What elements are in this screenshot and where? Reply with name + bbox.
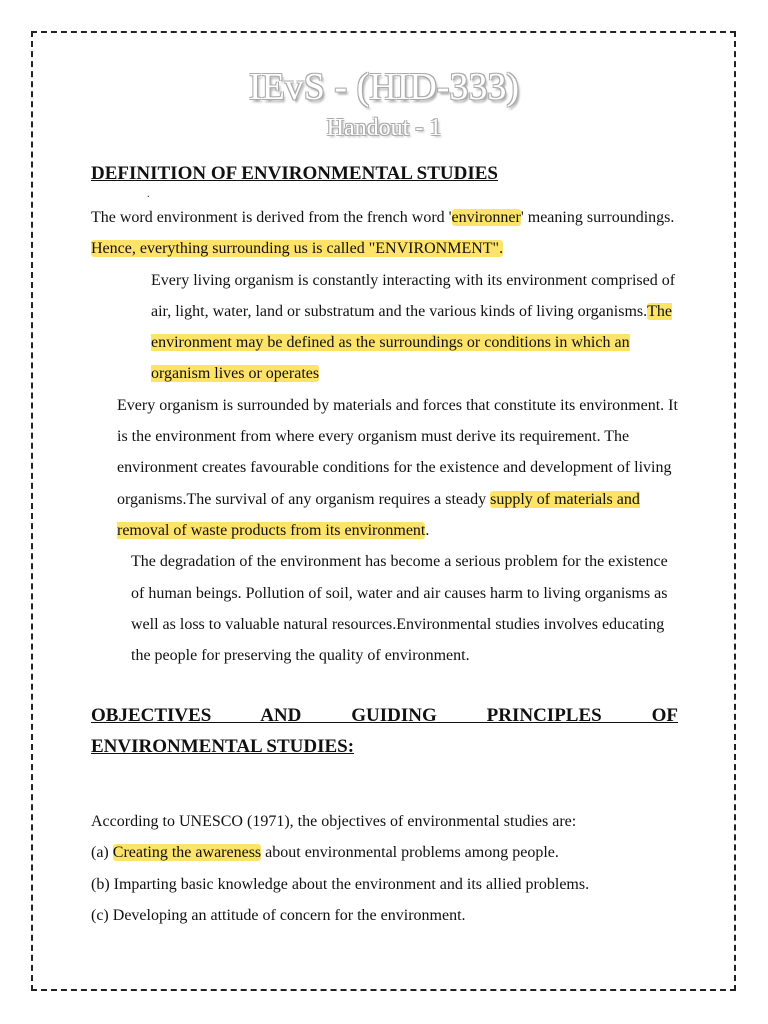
paragraph-1 xyxy=(91,202,679,265)
p2-text: Every living organism is constantly interacting with its environment comprised of air, light, water, land or substratum and the various kinds of living organisms. xyxy=(151,271,676,320)
handout-title: IEvS - (HID-333) xyxy=(248,66,520,108)
stray-dot: . xyxy=(147,189,150,200)
paragraph-2 xyxy=(91,265,679,390)
item-a-rest: about environmental problems among people. xyxy=(261,844,559,862)
objectives-list xyxy=(91,806,679,931)
section-heading-objectives xyxy=(91,700,678,762)
objectives-heading-line-2: ENVIRONMENTAL STUDIES: xyxy=(91,736,355,757)
section-heading-definition: DEFINITION OF ENVIRONMENTAL STUDIES xyxy=(91,163,498,184)
p3-text-end: . xyxy=(425,521,430,539)
paragraph-4: The degradation of the environment has become a serious problem for the existence of human beings. Pollution of soil, water and air causes harm to living organisms as well as loss to valuable natural resources.Environmental studies involves educating the people for preserving the quality of environment. xyxy=(131,553,668,665)
highlight-awareness: Creating the awareness xyxy=(112,844,262,862)
highlight-definition: The environment may be defined as the surroundings or conditions in which an organism lives or operates xyxy=(151,302,672,383)
highlight-environner: environner xyxy=(451,209,521,226)
highlight-everything-surrounding: Hence, everything surrounding us is called "ENVIRONMENT". xyxy=(91,240,504,258)
objective-item-a xyxy=(91,837,679,868)
objective-item-b: (b) Imparting basic knowledge about the environment and its allied problems. xyxy=(91,875,590,893)
item-a-prefix: (a) xyxy=(91,844,113,862)
objectives-heading-line-1: OBJECTIVES AND GUIDING PRINCIPLES OF xyxy=(91,705,678,726)
p3-text: Every organism is surrounded by materials and forces that constitute its environment. It is the environment from where every organism must derive its requirement. The environment creates favourable conditions for the existence and development of living organisms.The survival of any organism requires a steady xyxy=(117,396,678,508)
handout-subtitle: Handout - 1 xyxy=(326,115,442,141)
p1-text-a: The word environment is derived from the french word ' xyxy=(91,209,452,226)
objective-item-c: (c) Developing an attitude of concern for the environment. xyxy=(91,906,466,924)
highlight-supply: supply of materials and removal of waste products from its environment xyxy=(117,490,640,539)
p1-text-b: ' meaning surroundings. xyxy=(520,209,675,226)
paragraph-3 xyxy=(91,390,679,546)
definition-body xyxy=(91,202,679,671)
objectives-intro: According to UNESCO (1971), the objectives of environmental studies are: xyxy=(91,813,577,830)
